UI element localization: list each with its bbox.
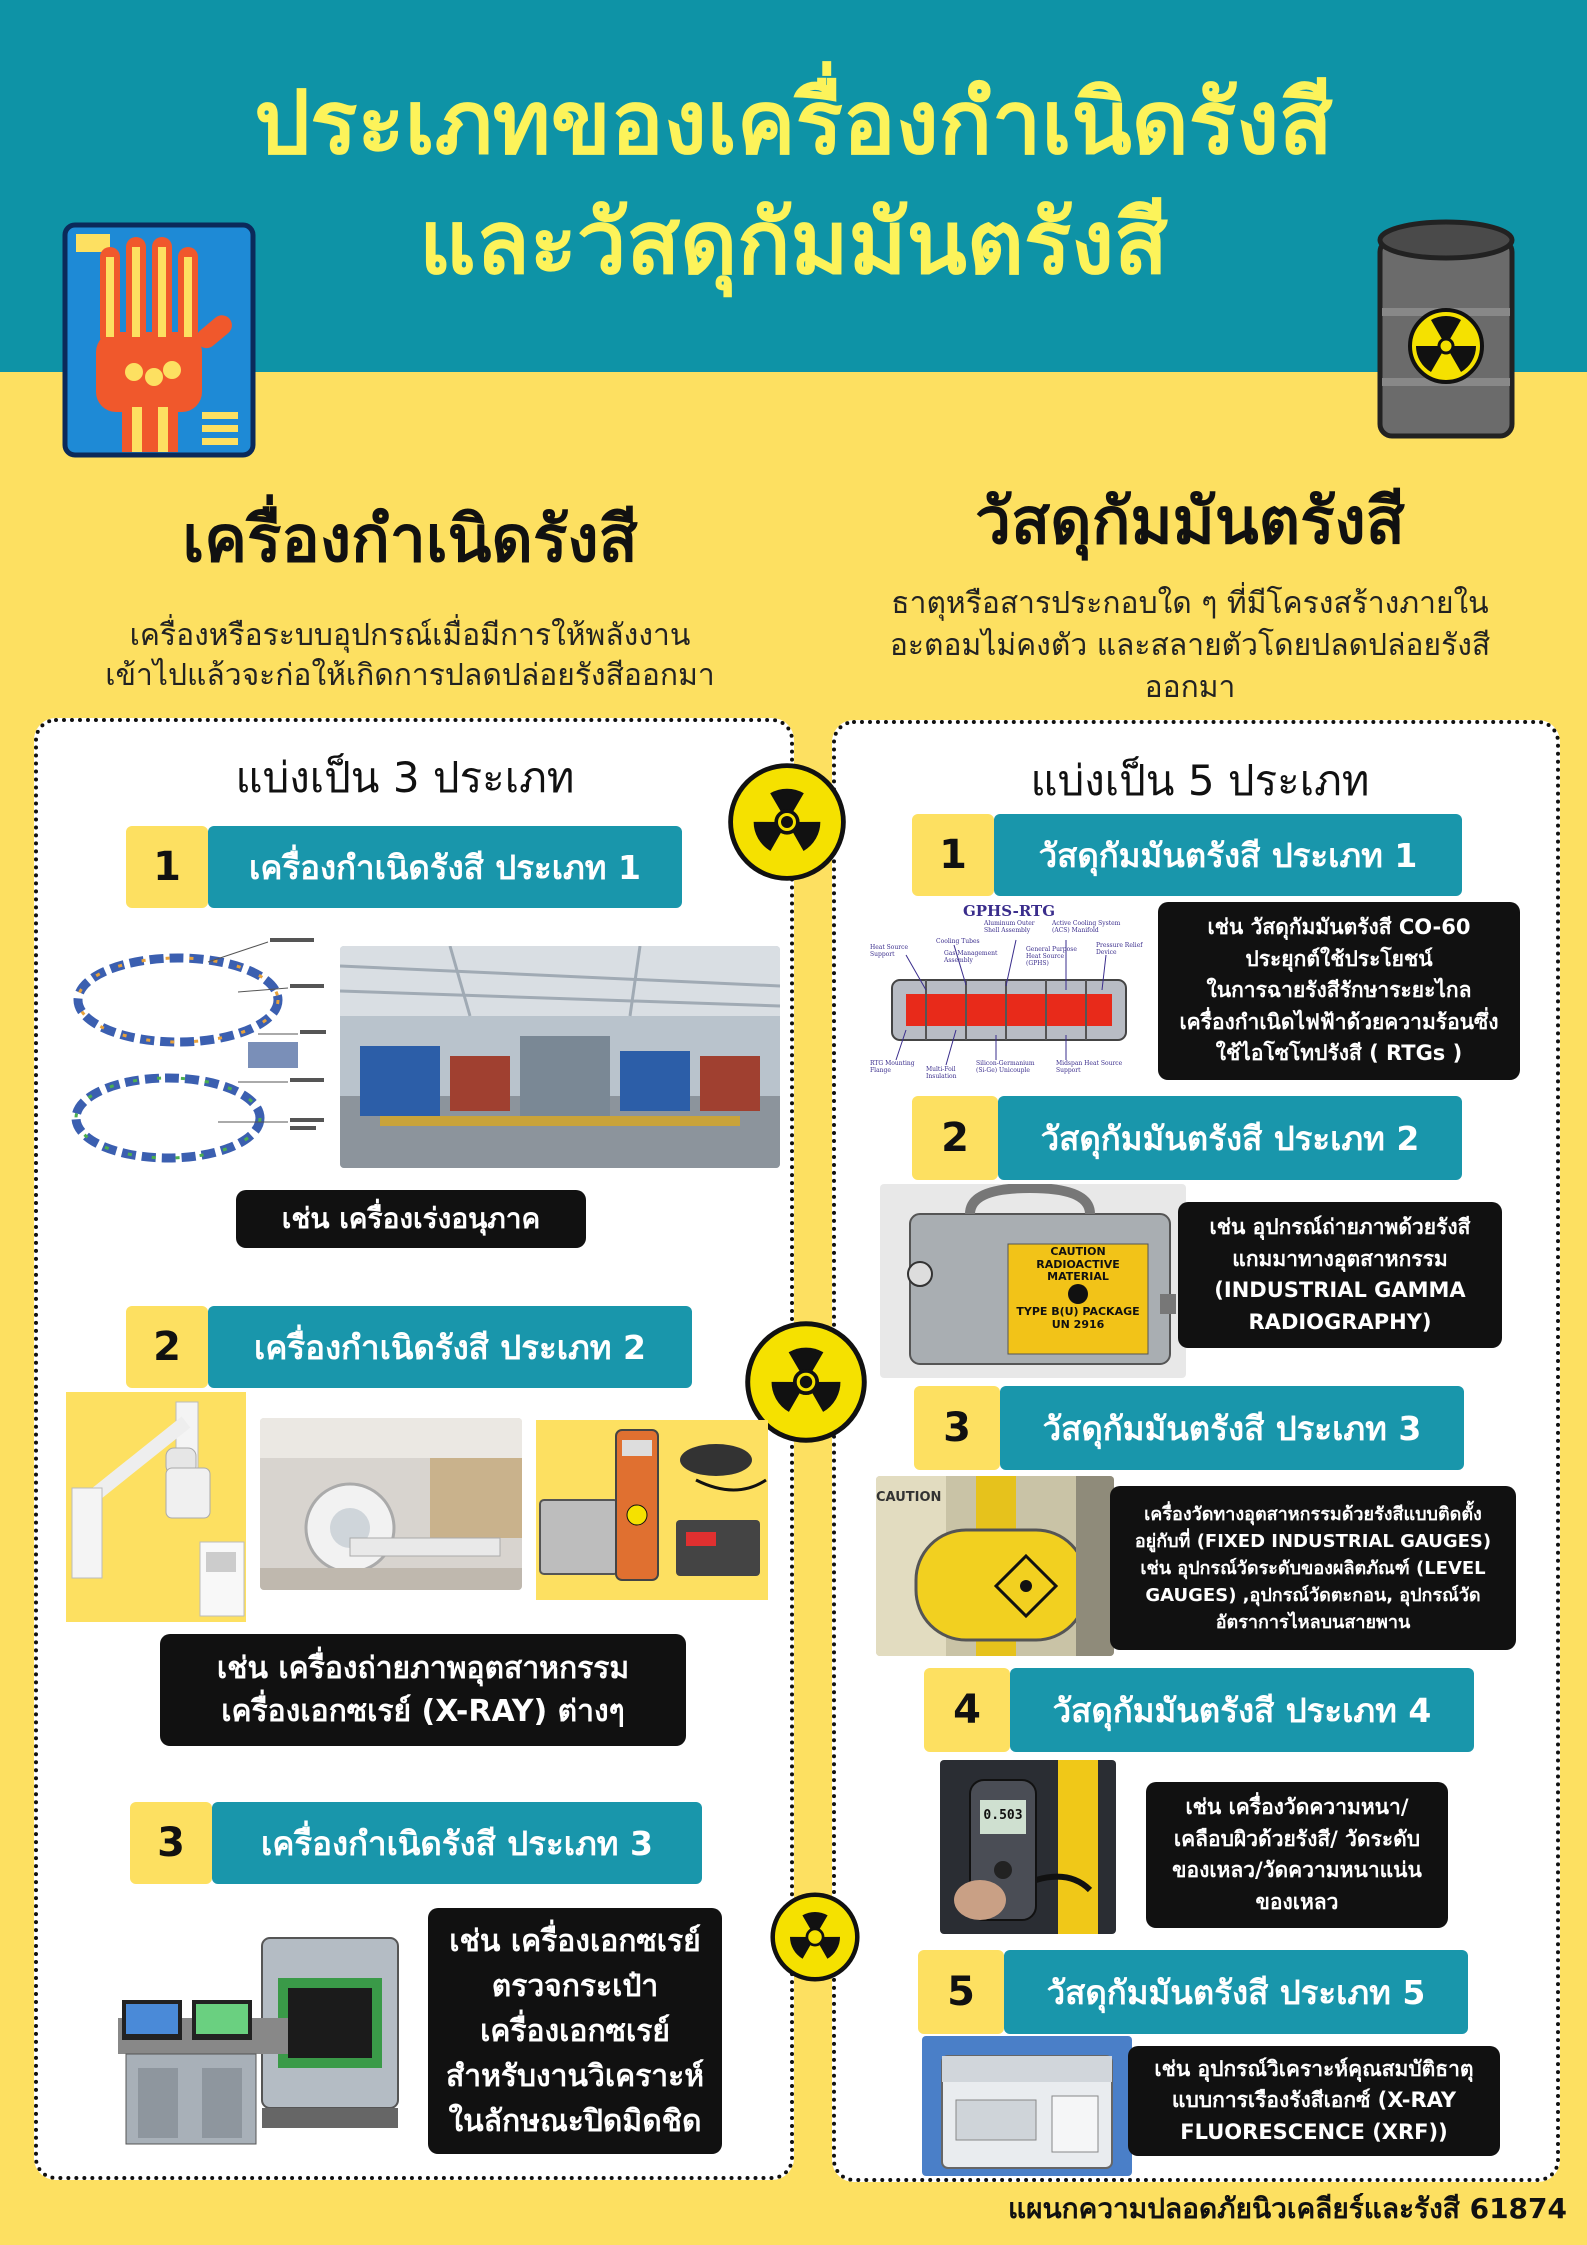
right-item-5-number: 5: [918, 1950, 1004, 2034]
right-item-2-example: [1178, 1202, 1502, 1348]
right-item-3-label: วัสดุกัมมันตรังสี ประเภท 3: [1000, 1386, 1464, 1470]
right-description-line1: ธาตุหรือสารประกอบใด ๆ ที่มีโครงสร้างภายใน: [891, 586, 1489, 621]
left-item-2-example: [160, 1634, 686, 1746]
plate-line1: CAUTION: [1050, 1245, 1106, 1258]
left-item-3-example-line3: เครื่องเอกซเรย์: [480, 2013, 670, 2049]
right-item-2-number: 2: [912, 1096, 998, 1180]
left-item-1-example: เช่น เครื่องเร่งอนุภาค: [236, 1190, 586, 1248]
right-item-4-example: [1146, 1782, 1448, 1928]
right-item-4-label: วัสดุกัมมันตรังสี ประเภท 4: [1010, 1668, 1474, 1752]
gauge-caution-text: CAUTION: [876, 1490, 942, 1505]
plate-line2: RADIOACTIVE: [1036, 1257, 1120, 1271]
rtg-label-pressure-relief: Pressure Relief Device: [1096, 942, 1143, 956]
right-subheading: แบ่งเป็น 5 ประเภท: [1030, 756, 1370, 805]
left-subheading: แบ่งเป็น 3 ประเภท: [235, 753, 575, 802]
left-item-2-example-line1: เช่น เครื่องถ่ายภาพอุตสาหกรรม: [216, 1650, 630, 1686]
right-item-2-example-line2: แกมมาทางอุตสาหกรรม: [1232, 1246, 1448, 1271]
left-item-3-example-line2: ตรวจกระเป๋า: [491, 1968, 659, 2004]
right-item-2-example-line1: เช่น อุปกรณ์ถ่ายภาพด้วยรังสี: [1209, 1215, 1471, 1239]
ct-room-photo: [260, 1418, 522, 1590]
right-item-4-number: 4: [924, 1668, 1010, 1752]
left-item-3-number: 3: [130, 1802, 212, 1884]
left-item-3-example-line1: เช่น เครื่องเอกซเรย์: [449, 1923, 701, 1959]
right-item-4-example-line4: ของเหลว: [1255, 1889, 1339, 1914]
right-item-4-example-line1: เช่น เครื่องวัดความหนา/: [1185, 1795, 1409, 1819]
right-item-2-label: วัสดุกัมมันตรังสี ประเภท 2: [998, 1096, 1462, 1180]
right-item-3-example-line1: เครื่องวัดทางอุตสาหกรรมด้วยรังสีแบบติดตั้ง: [1144, 1503, 1482, 1525]
left-item-2-example-line2: เครื่องเอกซเรย์ (X-RAY) ต่างๆ: [221, 1694, 625, 1729]
left-description-line2: เข้าไปแล้วจะก่อให้เกิดการปลดปล่อยรังสีออกมา: [105, 658, 715, 693]
radioactive-barrel-icon: [1372, 218, 1520, 454]
right-section-heading: วัสดุกัมมันตรังสี: [975, 485, 1405, 559]
right-item-2-example-line3: (INDUSTRIAL GAMMA: [1214, 1278, 1466, 1302]
baggage-xray-scanner-image: [112, 1918, 406, 2154]
industrial-xray-equipment-image: [536, 1420, 768, 1600]
accelerator-facility-photo: [340, 946, 780, 1168]
right-item-4-example-line2: เคลือบผิวด้วยรังสี/ วัดระดับ: [1173, 1826, 1421, 1851]
rtg-label-mounting-flange: RTG Mounting Flange: [870, 1060, 915, 1074]
left-item-1-label: เครื่องกำเนิดรังสี ประเภท 1: [208, 826, 682, 908]
right-item-1-label: วัสดุกัมมันตรังสี ประเภท 1: [994, 814, 1462, 896]
radiation-trefoil-icon: [770, 1892, 860, 1982]
left-item-3-label: เครื่องกำเนิดรังสี ประเภท 3: [212, 1802, 702, 1884]
thickness-gauge-photo: [940, 1760, 1116, 1934]
right-item-1-example-line5: ใช้ไอโซโทปรังสี ( RTGs ): [1215, 1041, 1463, 1066]
page-title-line2: และวัสดุกัมมันตรังสี: [419, 191, 1168, 294]
plate-line3: MATERIAL: [1047, 1270, 1109, 1284]
left-section-heading: เครื่องกำเนิดรังสี: [182, 503, 638, 577]
rtg-label-midspan-support: Midspan Heat Source Support: [1056, 1060, 1123, 1074]
right-description-line3: ออกมา: [1144, 670, 1236, 705]
right-item-1-example-line2: ประยุกต์ใช้ประโยชน์: [1245, 946, 1433, 971]
left-item-3-example-line5: ในลักษณะปิดมิดชิด: [448, 2103, 702, 2139]
device-caution-plate: [1008, 1246, 1148, 1331]
right-item-1-example-line1: เช่น วัสดุกัมมันตรังสี CO-60: [1207, 915, 1471, 940]
xray-hand-icon: [62, 222, 256, 458]
rtg-label-heat-source-support: Heat Source Support: [870, 944, 909, 958]
left-item-3-example: [428, 1908, 722, 2154]
right-item-5-label: วัสดุกัมมันตรังสี ประเภท 5: [1004, 1950, 1468, 2034]
rtg-label-cooling-tubes: Cooling Tubes: [936, 938, 980, 945]
right-item-1-example-line4: เครื่องกำเนิดไฟฟ้าด้วยความร้อนซึ่ง: [1179, 1009, 1499, 1034]
right-item-5-example-line1: เช่น อุปกรณ์วิเคราะห์คุณสมบัติธาตุ: [1154, 2056, 1474, 2081]
xrf-analyzer-photo: [922, 2036, 1132, 2176]
rtg-diagram-title: GPHS-RTG: [962, 902, 1056, 920]
page-title-line1: ประเภทของเครื่องกำเนิดรังสี: [254, 71, 1333, 174]
right-item-1-example-line3: ในการฉายรังสีรักษาระยะไกล: [1206, 978, 1472, 1003]
right-item-4-example-line3: ของเหลว/วัดความหนาแน่น: [1172, 1858, 1422, 1882]
rtg-label-unicouple: Silicon-Germanium (Si-Ge) Unicouple: [976, 1060, 1035, 1074]
right-item-3-number: 3: [914, 1386, 1000, 1470]
plate-line5: UN 2916: [1051, 1317, 1105, 1331]
right-item-2-example-line4: RADIOGRAPHY): [1248, 1309, 1432, 1334]
rtg-label-outer-shell: Aluminum Outer Shell Assembly: [984, 920, 1035, 934]
right-item-3-example-line2: อยู่กับที่ (FIXED INDUSTRIAL GAUGES): [1134, 1530, 1492, 1552]
right-description-line2: อะตอมไม่คงตัว และสลายตัวโดยปลดปล่อยรังสี: [889, 628, 1491, 663]
left-item-3-example-line4: สำหรับงานวิเคราะห์: [445, 2058, 705, 2094]
fixed-gauge-photo: [876, 1476, 1114, 1656]
gamma-radiography-device-photo: [880, 1184, 1186, 1378]
left-item-2-number: 2: [126, 1306, 208, 1388]
rtg-label-multi-foil: Multi-Foil Insulation: [926, 1066, 957, 1080]
right-item-5-example-line2: แบบการเรืองรังสีเอกซ์ (X-RAY: [1171, 2088, 1457, 2113]
right-item-3-example: [1110, 1486, 1516, 1650]
left-item-1-number: 1: [126, 826, 208, 908]
radiation-trefoil-icon: [727, 762, 847, 882]
right-item-1-example: [1158, 902, 1520, 1080]
right-item-5-example-line3: FLUORESCENCE (XRF)): [1180, 2119, 1448, 2144]
plate-line4: TYPE B(U) PACKAGE: [1016, 1304, 1140, 1318]
rtg-label-gas-management: Gas Management Assembly: [944, 950, 998, 964]
right-item-5-example: [1128, 2046, 1500, 2156]
accelerator-diagram-image: [58, 922, 328, 1184]
footer-credit: แผนกความปลอดภัยนิวเคลียร์และรังสี 61874: [1008, 2192, 1567, 2225]
left-item-2-label: เครื่องกำเนิดรังสี ประเภท 2: [208, 1306, 692, 1388]
gphs-rtg-diagram-image: [866, 900, 1152, 1090]
gauge-display-reading: 0.503: [983, 1808, 1023, 1823]
right-item-1-number: 1: [912, 814, 994, 896]
rtg-label-gphs: General Purpose Heat Source (GPHS): [1026, 946, 1077, 967]
right-item-3-example-line3: เช่น อุปกรณ์วัดระดับของผลิตภัณฑ์ (LEVEL: [1140, 1557, 1486, 1579]
left-description-line1: เครื่องหรือระบบอุปกรณ์เมื่อมีการให้พลังงาน: [129, 618, 691, 653]
rtg-label-acs-manifold: Active Cooling System (ACS) Manifold: [1052, 920, 1121, 934]
right-item-3-example-line4: GAUGES) ,อุปกรณ์วัดตะกอน, อุปกรณ์วัด: [1145, 1584, 1481, 1606]
dental-xray-image: [66, 1392, 246, 1622]
right-item-3-example-line5: อัตราการไหลบนสายพาน: [1215, 1611, 1411, 1633]
